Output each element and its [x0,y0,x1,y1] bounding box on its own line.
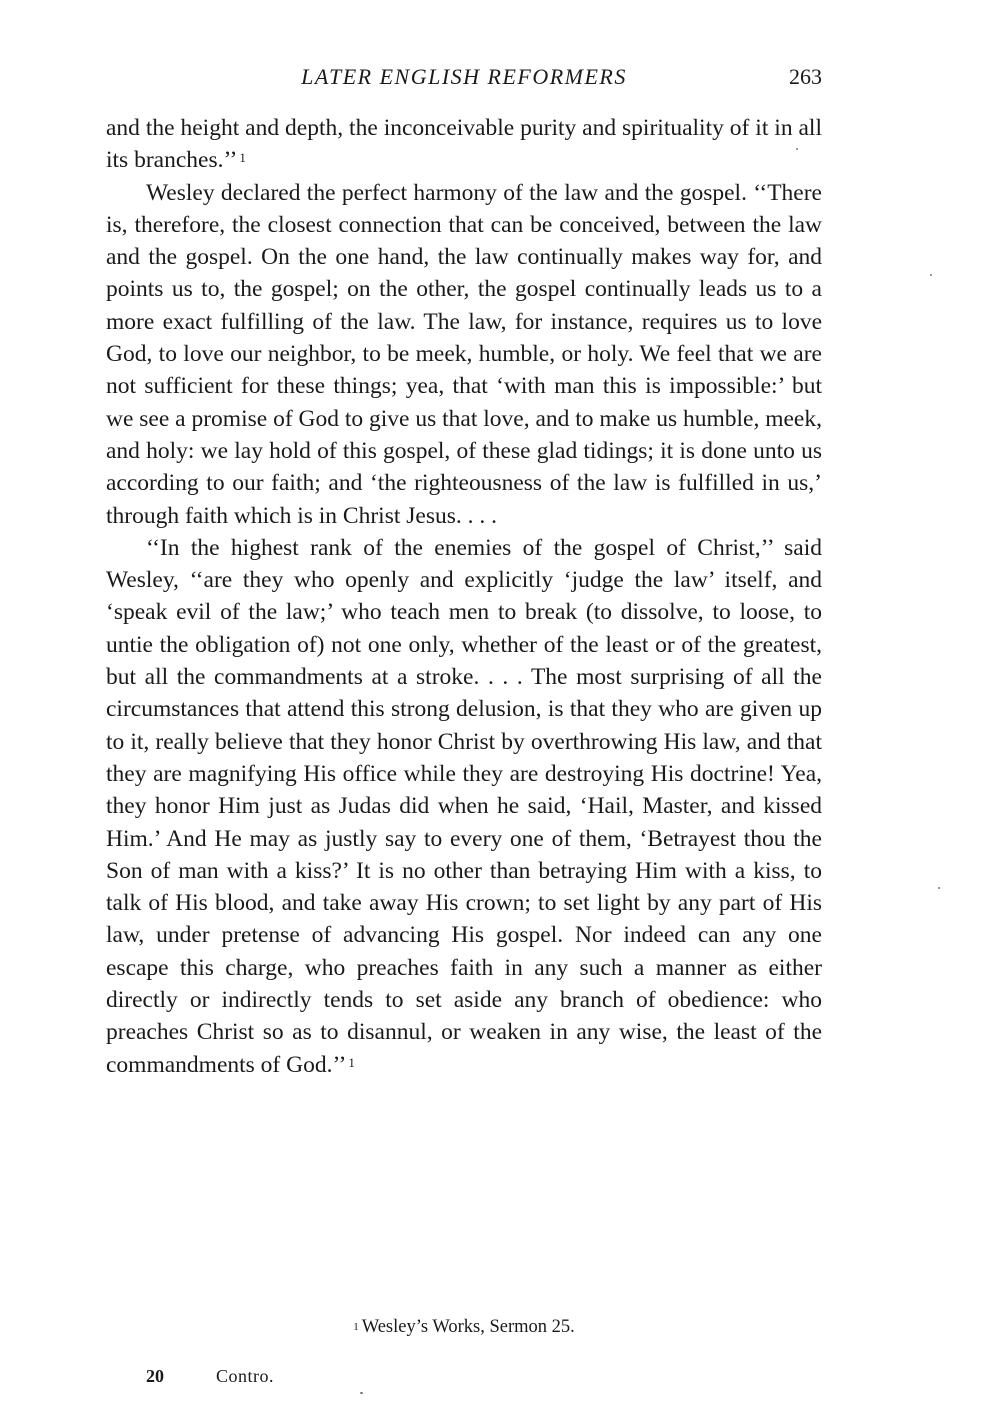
paragraph-law-and-gospel [106,177,822,532]
signature-number: 20 [146,1366,164,1386]
footnote-mark: 1 [353,1321,359,1333]
printer-signature [146,1363,274,1389]
scan-speck [360,1392,363,1394]
footnote-reference: 1 [348,1054,355,1070]
paragraph-text: Wesley declared the perfect harmony of the law and the gospel. ‘‘There is, therefore, the closest connection that can be conceived, between the law and the gospel. On the one hand, the law continually makes way for, and points us to, the gospel; on the other, the gospel continually leads us to a more exact fulfilling of the law. The law, for instance, requires us to love God, to love our neighbor, to be meek, humble, or holy. We feel that we are not sufficient for these things; yea, that ‘with man this is impossible:’ but we see a promise of God to give us that love, and to make us humble, meek, and holy: we lay hold of this gospel, of these glad tidings; it is done unto us according to our faith; and ‘the righteousness of the law is fulfilled in us,’ through faith which is in Christ Jesus. . . . [106,179,822,529]
body-text [106,112,822,1081]
paragraph-enemies-of-gospel [106,532,822,1081]
footnote-reference: 1 [239,150,246,166]
footnote-text: Wesley’s Works, Sermon 25. [361,1317,575,1337]
page-number: 263 [789,64,822,89]
paragraph-continuation [106,112,822,177]
scan-speck [930,274,932,276]
running-head [106,60,822,94]
signature-word: Contro. [216,1366,275,1386]
scan-speck [796,148,798,150]
paragraph-text: and the height and depth, the inconceivable purity and spirituality of it in all its branches.’’ [106,115,822,174]
scan-speck [938,887,940,889]
paragraph-text: ‘‘In the highest rank of the enemies of the gospel of Christ,’’ said Wesley, ‘‘are they who openly and explicitly ‘judge the law’ itself, and ‘speak evil of the law;’ who teach men to break (to dissolve, to loose, to untie the obligation of) not one only, whether of the least or of the greatest, but all the commandments at a stroke. . . . The most surprising of all the circumstances that attend this strong delusion, is that they who are given up to it, really believe that they honor Christ by overthrowing His law, and that they are magnifying His office while they are destroying His doctrine! Yea, they honor Him just as Judas did when he said, ‘Hail, Master, and kissed Him.’ And He may as justly say to every one of them, ‘Betrayest thou the Son of man with a kiss?’ It is no other than betraying Him with a kiss, to talk of His blood, and take away His crown; to set light by any part of His law, under pretense of advancing His gospel. Nor indeed can any one escape this charge, who preaches faith in any such a manner as either directly or indirectly tends to set aside any branch of obedience: who preaches Christ so as to disannul, or weaken in any wise, the least of the commandments of God.’’ [106,534,822,1078]
footnote [106,1313,822,1341]
running-title: LATER ENGLISH REFORMERS [301,64,627,89]
